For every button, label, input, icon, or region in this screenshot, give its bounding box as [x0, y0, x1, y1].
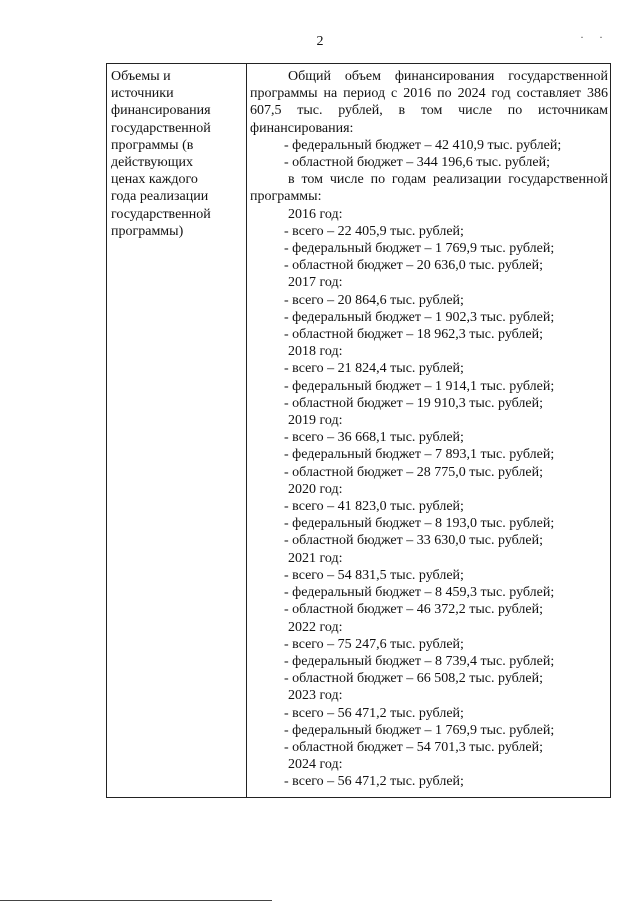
year-heading: 2021 год: — [288, 550, 343, 566]
funding-intro: Общий объем финансирования государственной программы на период с 2016 по 2024 год составляет 386 607,5 тыс. рублей, в том числе по источникам финансирования: — [250, 69, 608, 136]
by-year-intro: в том числе по годам реализации государственной программы: — [250, 172, 608, 205]
source-regional: - областной бюджет – 344 196,6 тыс. рублей; — [284, 155, 550, 171]
year-regional: - областной бюджет – 33 630,0 тыс. рублей; — [284, 533, 543, 549]
year-heading: 2020 год: — [288, 481, 343, 497]
year-heading: 2024 год: — [288, 757, 343, 773]
year-total: - всего – 41 823,0 тыс. рублей; — [284, 499, 464, 515]
year-heading: 2017 год: — [288, 275, 343, 291]
year-block-2021 — [250, 550, 608, 619]
funding-label: Объемы и источники финансирования государственной программы (в действующих ценах каждого года реализации государственной программы) — [111, 69, 211, 239]
year-total: - всего – 75 247,6 тыс. рублей; — [284, 636, 464, 652]
scan-mark: · · — [580, 30, 609, 44]
year-federal: - федеральный бюджет – 8 739,4 тыс. рублей; — [284, 653, 555, 669]
year-federal: - федеральный бюджет – 8 459,3 тыс. рублей; — [284, 585, 555, 601]
year-heading: 2018 год: — [288, 344, 343, 360]
year-block-2018 — [250, 343, 608, 412]
funding-row — [107, 64, 611, 798]
year-block-2022 — [250, 619, 608, 688]
page-number: 2 — [316, 34, 324, 49]
year-total: - всего – 20 864,6 тыс. рублей; — [284, 292, 464, 308]
year-regional: - областной бюджет – 66 508,2 тыс. рублей; — [284, 671, 543, 687]
footer-rule — [0, 900, 272, 901]
year-federal: - федеральный бюджет – 1 914,1 тыс. рублей; — [284, 378, 555, 394]
year-total: - всего – 56 471,2 тыс. рублей; — [284, 774, 464, 790]
year-federal: - федеральный бюджет – 8 193,0 тыс. рублей; — [284, 516, 555, 532]
year-block-2020 — [250, 481, 608, 550]
year-federal: - федеральный бюджет – 1 769,9 тыс. рублей; — [284, 241, 555, 257]
year-heading: 2016 год: — [288, 206, 343, 222]
year-regional: - областной бюджет – 46 372,2 тыс. рублей; — [284, 602, 543, 618]
year-heading: 2022 год: — [288, 619, 343, 635]
year-total: - всего – 56 471,2 тыс. рублей; — [284, 705, 464, 721]
year-regional: - областной бюджет – 28 775,0 тыс. рублей; — [284, 464, 543, 480]
year-regional: - областной бюджет – 20 636,0 тыс. рублей; — [284, 258, 543, 274]
year-regional: - областной бюджет – 18 962,3 тыс. рублей; — [284, 327, 543, 343]
year-total: - всего – 22 405,9 тыс. рублей; — [284, 223, 464, 239]
year-block-2019 — [250, 412, 608, 481]
year-federal: - федеральный бюджет – 7 893,1 тыс. рублей; — [284, 447, 555, 463]
year-block-2023 — [250, 687, 608, 756]
content-cell — [247, 64, 611, 798]
year-block-2024 — [250, 756, 608, 790]
year-total: - всего – 36 668,1 тыс. рублей; — [284, 430, 464, 446]
year-block-2016 — [250, 206, 608, 275]
year-regional: - областной бюджет – 19 910,3 тыс. рублей; — [284, 395, 543, 411]
year-heading: 2023 год: — [288, 688, 343, 704]
label-cell — [107, 64, 247, 798]
year-total: - всего – 21 824,4 тыс. рублей; — [284, 361, 464, 377]
program-passport-table — [106, 63, 611, 798]
year-heading: 2019 год: — [288, 413, 343, 429]
year-federal: - федеральный бюджет – 1 902,3 тыс. рублей; — [284, 309, 555, 325]
year-federal: - федеральный бюджет – 1 769,9 тыс. рублей; — [284, 722, 555, 738]
year-regional: - областной бюджет – 54 701,3 тыс. рублей; — [284, 739, 543, 755]
year-total: - всего – 54 831,5 тыс. рублей; — [284, 567, 464, 583]
source-federal: - федеральный бюджет – 42 410,9 тыс. рублей; — [284, 137, 562, 153]
year-block-2017 — [250, 274, 608, 343]
